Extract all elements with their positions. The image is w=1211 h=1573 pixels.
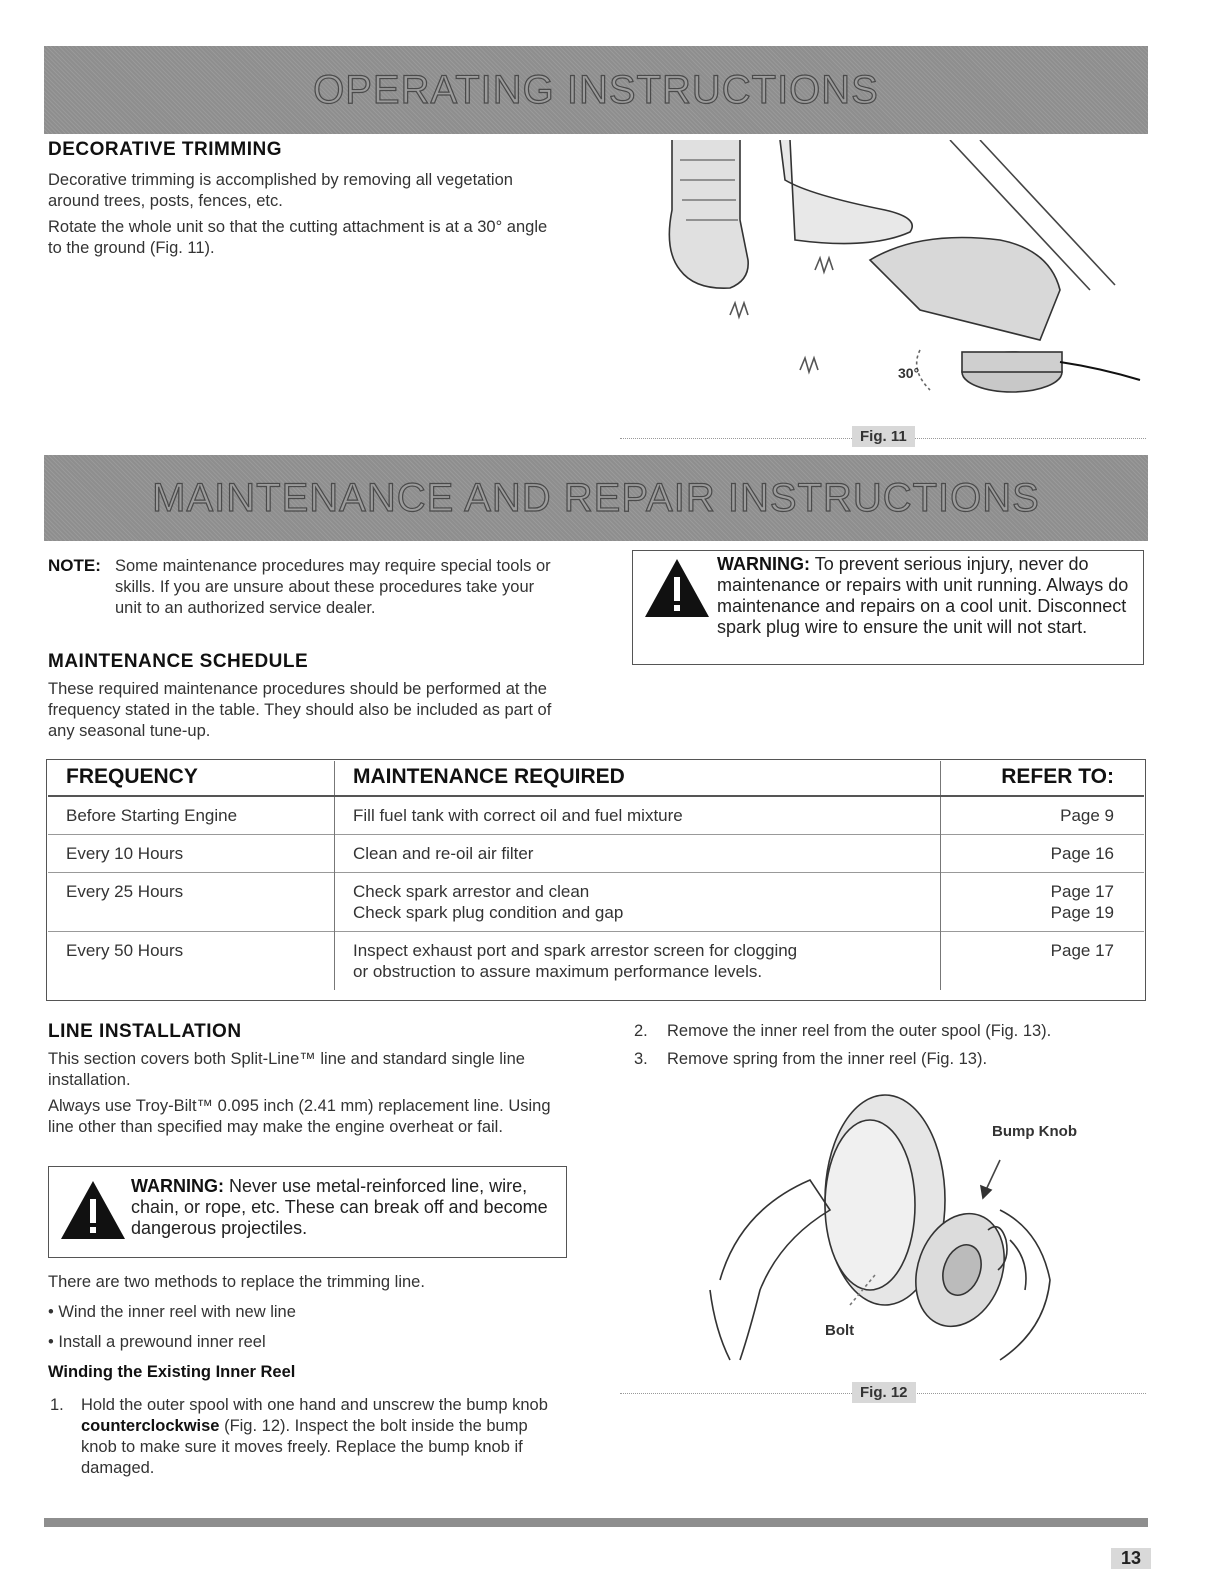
cell-ref: Page 17 [941,932,1144,991]
warning-text-1 [717,554,1137,638]
fig-11-label: Fig. 11 [852,426,915,447]
maintenance-schedule-section [48,651,568,742]
bolt-label: Bolt [825,1322,855,1339]
warning-text-2 [131,1176,556,1239]
cell-frequency: Every 10 Hours [48,835,335,873]
banner-title: OPERATING INSTRUCTIONS [313,67,879,112]
step-text [81,1395,561,1479]
table-row [48,835,1144,873]
table-header-row [48,761,1144,796]
line-methods [48,1272,568,1383]
angle-label: 30° [898,365,920,381]
maintenance-banner [44,455,1148,541]
step-2 [632,1021,1152,1042]
warning-body: To prevent serious injury, never do maintenance or repairs with unit running. Always do maintenance and repairs on a cool unit. Disconnect spark plug wire to ensure the unit will not start. [717,554,1129,637]
banner-title: MAINTENANCE AND REPAIR INSTRUCTIONS [152,475,1040,520]
operating-instructions-banner [44,46,1148,134]
paragraph: Rotate the whole unit so that the cutting attachment is at a 30° angle to the ground (Fig. 11). [48,218,548,257]
step-1 [48,1395,568,1479]
warning-body: Never use metal-reinforced line, wire, chain, or rope, etc. These can break off and become dangerous projectiles. [131,1176,548,1238]
step-number: 3. [634,1050,648,1068]
step-number: 2. [634,1022,648,1040]
table-row [48,932,1144,991]
step-text: Remove the inner reel from the outer spool (Fig. 13). [667,1022,1052,1040]
paragraph: These required maintenance procedures should be performed at the frequency stated in the table. They should also be included as part of any seasonal tune-up. [48,680,552,740]
cell-frequency: Every 50 Hours [48,932,335,991]
paragraph: This section covers both Split-Line™ line and standard single line installation. [48,1050,525,1089]
cell-frequency: Before Starting Engine [48,796,335,835]
note-text: Some maintenance procedures may require special tools or skills. If you are unsure about these procedures take your unit to an authorized service dealer. [115,557,551,617]
decorative-trimming-section [48,139,568,259]
table-row [48,873,1144,932]
section-heading: LINE INSTALLATION [48,1021,242,1042]
cell-task: Clean and re-oil air filter [335,835,941,873]
paragraph: There are two methods to replace the trimming line. [48,1273,425,1291]
warning-box-1 [632,550,1144,665]
warning-triangle-icon [59,1179,127,1241]
task-line: or obstruction to assure maximum performance levels. [353,962,763,981]
step-text-a: Hold the outer spool with one hand and unscrew the bump knob [81,1396,548,1414]
warning-label: WARNING: [717,554,810,574]
step-number: 1. [50,1396,64,1414]
section-heading: DECORATIVE TRIMMING [48,139,282,160]
cell-ref [941,873,1144,932]
note-label: NOTE: [48,556,101,575]
task-line: Check spark arrestor and clean [353,882,590,901]
bullet-item: • Install a prewound inner reel [48,1333,266,1351]
step-3 [632,1049,1152,1070]
fig-12-illustration [700,1080,1080,1380]
subheading: Winding the Existing Inner Reel [48,1363,296,1381]
step-text-b: (Fig. 12). Inspect the bolt inside the bump knob to make sure it moves freely. Replace the bump knob if damaged. [81,1417,528,1477]
header-refer-to: REFER TO: [941,761,1144,796]
header-frequency: FREQUENCY [48,761,335,796]
warning-box-2 [48,1166,567,1258]
bullet-item: • Wind the inner reel with new line [48,1303,296,1321]
table-row [48,796,1144,835]
cell-task: Fill fuel tank with correct oil and fuel mixture [335,796,941,835]
fig-12-label: Fig. 12 [852,1382,916,1403]
cell-task [335,932,941,991]
fig-11-illustration [620,140,1150,430]
header-maintenance: MAINTENANCE REQUIRED [335,761,941,796]
page-number: 13 [1111,1548,1151,1569]
cell-ref: Page 16 [941,835,1144,873]
paragraph: Decorative trimming is accomplished by removing all vegetation around trees, posts, fences, etc. [48,171,513,210]
section-heading: MAINTENANCE SCHEDULE [48,651,309,672]
step-text: Remove spring from the inner reel (Fig. 13). [667,1050,988,1068]
footer-rule [44,1518,1148,1527]
line-installation-section [48,1021,568,1138]
ref-line: Page 17 [1050,882,1114,901]
task-line: Check spark plug condition and gap [353,903,624,922]
maintenance-table [48,761,1144,990]
cell-ref: Page 9 [941,796,1144,835]
cell-task [335,873,941,932]
warning-triangle-icon [643,557,711,619]
cell-frequency: Every 25 Hours [48,873,335,932]
warning-label: WARNING: [131,1176,224,1196]
ref-line: Page 19 [1050,903,1114,922]
step-text-bold: counterclockwise [81,1417,220,1435]
bump-knob-label: Bump Knob [992,1123,1077,1140]
task-line: Inspect exhaust port and spark arrestor screen for clogging [353,941,798,960]
paragraph: Always use Troy-Bilt™ 0.095 inch (2.41 mm) replacement line. Using line other than specified may make the engine overheat or fail. [48,1097,551,1136]
